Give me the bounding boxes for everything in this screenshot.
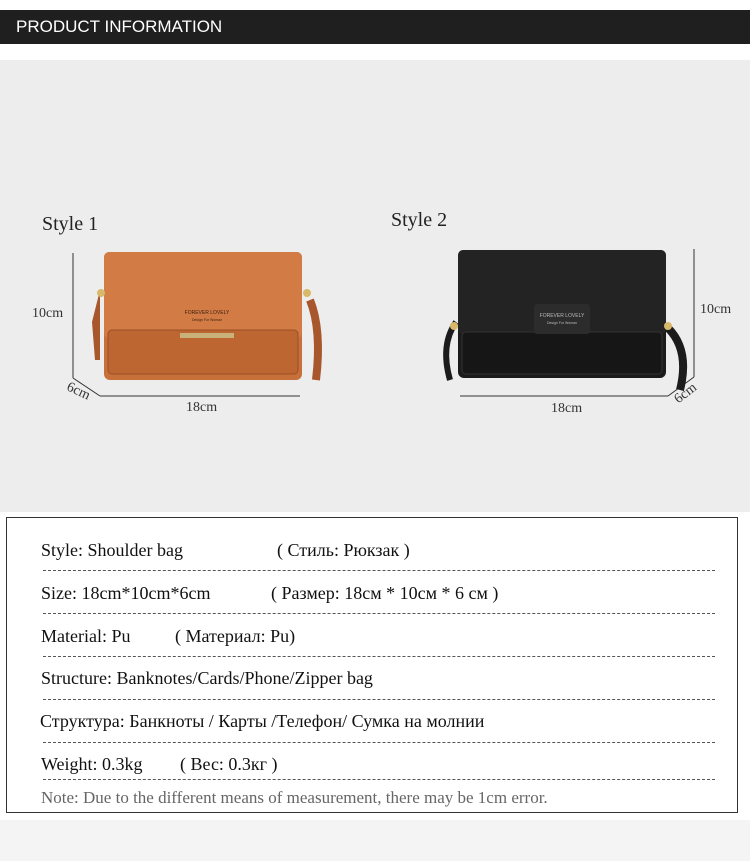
size-ru: ( Размер: 18см * 10см * 6 см )	[271, 583, 499, 603]
weight-ru: ( Вес: 0.3кг )	[180, 754, 278, 774]
info-row-size	[41, 583, 499, 604]
svg-text:FOREVER LOVELY: FOREVER LOVELY	[539, 313, 585, 319]
style-en: Style: Shoulder bag	[41, 540, 183, 560]
structure-ru: Структура: Банкноты / Карты /Телефон/ Сумка на молнии	[40, 711, 485, 731]
material-en: Material: Pu	[41, 626, 131, 646]
product-photo-area	[0, 60, 750, 512]
row-divider	[43, 613, 715, 614]
svg-text:Design For Woman: Design For Woman	[191, 318, 223, 322]
style-1-depth-label: 6cm	[64, 379, 93, 404]
material-ru: ( Материал: Pu)	[175, 626, 296, 646]
style-2-depth-label: 6cm	[671, 380, 700, 407]
bottom-strip	[0, 820, 750, 861]
svg-text:Design For Woman: Design For Woman	[546, 321, 578, 325]
style-2-height-label: 10cm	[700, 302, 732, 317]
measurement-note: Note: Due to the different means of measurement, there may be 1cm error.	[41, 788, 548, 807]
style-2-label: Style 2	[391, 209, 448, 231]
row-divider	[43, 570, 715, 571]
weight-en: Weight: 0.3kg	[41, 754, 143, 774]
row-divider	[43, 742, 715, 743]
style-1-label: Style 1	[42, 213, 99, 235]
style-2-width-label: 18cm	[551, 401, 583, 416]
style1-bag-image	[92, 252, 318, 380]
style2-bag-image	[446, 250, 683, 390]
style-1-height-label: 10cm	[32, 306, 64, 321]
row-divider	[43, 656, 715, 657]
svg-text:FOREVER LOVELY: FOREVER LOVELY	[184, 310, 230, 316]
info-row-weight	[41, 754, 278, 775]
info-row-structure-en	[41, 668, 373, 689]
style-1-width-label: 18cm	[186, 400, 218, 415]
row-divider	[43, 699, 715, 700]
page-title: PRODUCT INFORMATION	[16, 17, 223, 36]
structure-en: Structure: Banknotes/Cards/Phone/Zipper bag	[41, 668, 373, 688]
product-info-table	[6, 517, 738, 813]
header-bar	[0, 10, 750, 44]
size-en: Size: 18cm*10cm*6cm	[41, 583, 211, 603]
row-divider	[43, 779, 715, 780]
info-row-material	[41, 626, 296, 647]
product-illustration	[0, 60, 750, 512]
style-ru: ( Стиль: Рюкзак )	[277, 540, 410, 560]
info-row-style	[41, 540, 410, 561]
info-row-structure-ru	[40, 711, 484, 732]
